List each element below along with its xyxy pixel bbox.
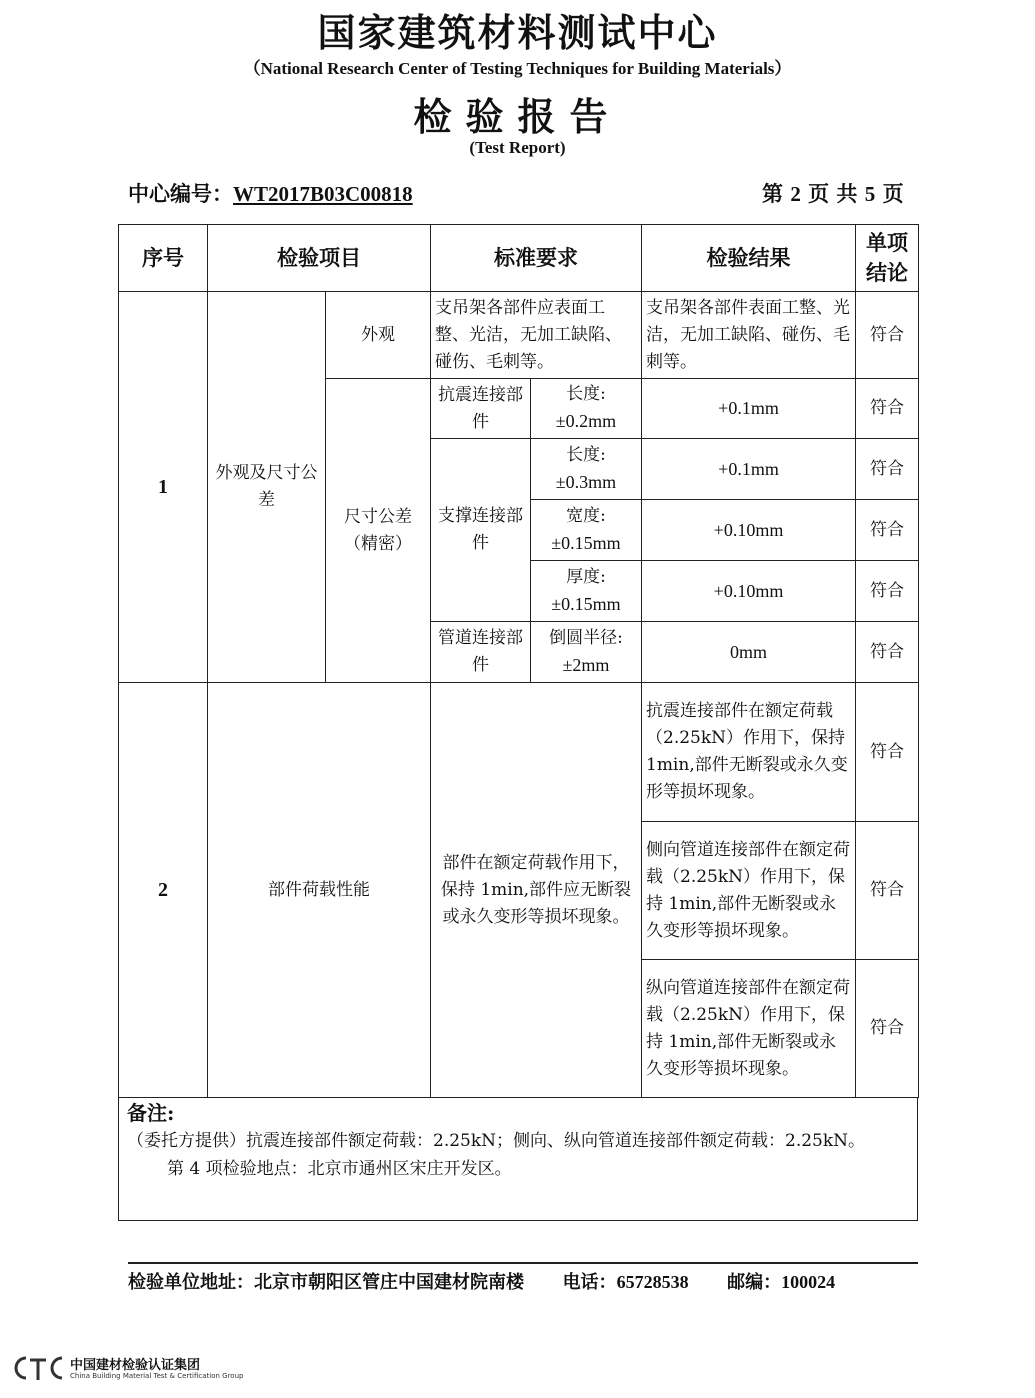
reference-label: 中心编号： — [128, 181, 233, 206]
requirement-value: ±2mm — [562, 654, 610, 675]
requirement-value: ±0.2mm — [555, 411, 617, 431]
load-result: 侧向管道连接部件在额定荷载（2.25kN）作用下，保持 1min,部件无断裂或永久变形等损坏现象。 — [642, 822, 856, 960]
appearance-standard: 支吊架各部件应表面工整、光洁，无加工缺陷、碰伤、毛刺等。 — [431, 292, 642, 379]
row-number: 2 — [119, 683, 208, 1098]
requirement-value: ±0.3mm — [555, 471, 617, 492]
ctc-logo-icon — [12, 1352, 66, 1386]
reference-number: WT2017B03C00818 — [233, 182, 413, 206]
appearance-verdict: 符合 — [856, 292, 919, 379]
remarks-line: （委托方提供）抗震连接部件额定荷载：2.25kN；侧向、纵向管道连接部件额定荷载：2.25kN。 — [127, 1131, 866, 1151]
remarks-heading: 备注: — [127, 1101, 175, 1125]
page-indicator — [762, 178, 904, 208]
remarks-line: 第 4 项检验地点：北京市通州区宋庄开发区。 — [167, 1159, 512, 1179]
table-header-row — [119, 225, 919, 292]
organization-name-cn: 国家建筑材料测试中心 — [317, 10, 718, 55]
header-standard: 标准要求 — [431, 225, 642, 292]
requirement-value: ±0.15mm — [551, 593, 621, 614]
requirement-label: 宽度: — [566, 505, 606, 526]
requirement-label: 长度: — [566, 384, 606, 404]
part-seismic: 抗震连接部件 — [431, 379, 531, 439]
load-result: 抗震连接部件在额定荷载（2.25kN）作用下，保持 1min,部件无断裂或永久变形等损坏现象。 — [642, 683, 856, 822]
postcode: 100024 — [781, 1272, 836, 1292]
support-result: +0.10mm — [642, 561, 856, 622]
logo-name-en: China Building Material Test & Certification Group — [70, 1372, 244, 1380]
page-mid: 页 共 — [808, 181, 858, 206]
header-item: 检验项目 — [208, 225, 431, 292]
header-result: 检验结果 — [642, 225, 856, 292]
support-verdict: 符合 — [856, 500, 919, 561]
sub-item-appearance: 外观 — [326, 292, 431, 379]
report-title-cn: 检验报告 — [413, 94, 622, 139]
support-result: +0.10mm — [642, 500, 856, 561]
support-verdict: 符合 — [856, 561, 919, 622]
row-number: 1 — [119, 292, 208, 683]
phone: 65728538 — [616, 1272, 689, 1292]
footer-contact — [128, 1268, 918, 1294]
report-title-en: (Test Report) — [469, 138, 566, 157]
support-result: +0.1mm — [642, 439, 856, 500]
part-support: 支撑连接部件 — [431, 439, 531, 622]
support-verdict: 符合 — [856, 439, 919, 500]
page-current: 2 — [790, 182, 801, 206]
phone-label: 电话： — [562, 1272, 617, 1293]
pipe-verdict: 符合 — [856, 622, 919, 683]
pipe-result: 0mm — [642, 622, 856, 683]
organization-name-en: （National Research Center of Testing Techniques for Building Materials） — [243, 59, 792, 78]
address: 北京市朝阳区管庄中国建材院南楼 — [254, 1272, 524, 1293]
requirement-value: ±0.15mm — [551, 532, 621, 553]
page-prefix: 第 — [762, 181, 783, 206]
postcode-label: 邮编： — [727, 1272, 782, 1293]
page-total: 5 — [864, 182, 876, 206]
seismic-result: +0.1mm — [642, 379, 856, 439]
item-name: 外观及尺寸公差 — [208, 292, 326, 683]
logo-name-cn: 中国建材检验认证集团 — [70, 1358, 201, 1373]
appearance-result: 支吊架各部件表面工整、光洁，无加工缺陷、碰伤、毛刺等。 — [642, 292, 856, 379]
requirement-label: 倒圆半径: — [549, 627, 623, 648]
seismic-requirement — [531, 379, 642, 439]
requirement-label: 长度: — [566, 444, 606, 465]
test-results-table — [118, 224, 919, 1098]
support-requirement — [531, 561, 642, 622]
page-suffix: 页 — [882, 181, 904, 206]
reference-number-row — [128, 178, 413, 208]
load-result: 纵向管道连接部件在额定荷载（2.25kN）作用下，保持 1min,部件无断裂或永久变形等损坏现象。 — [642, 960, 856, 1098]
requirement-label: 厚度: — [566, 566, 606, 587]
support-requirement — [531, 500, 642, 561]
part-pipe: 管道连接部件 — [431, 622, 531, 683]
sub-item-tolerance: 尺寸公差（精密） — [326, 379, 431, 683]
header-verdict: 单项结论 — [856, 225, 919, 292]
item-name: 部件荷载性能 — [208, 683, 431, 1098]
pipe-requirement — [531, 622, 642, 683]
remarks-box — [118, 1097, 918, 1221]
load-verdict: 符合 — [856, 683, 919, 822]
table-row — [119, 292, 919, 379]
header-no: 序号 — [119, 225, 208, 292]
address-label: 检验单位地址： — [128, 1272, 254, 1293]
table-row — [119, 683, 919, 822]
support-requirement — [531, 439, 642, 500]
load-standard: 部件在额定荷载作用下，保持 1min,部件应无断裂或永久变形等损坏现象。 — [431, 683, 642, 1098]
load-verdict: 符合 — [856, 822, 919, 960]
footer-divider — [128, 1262, 918, 1264]
seismic-verdict: 符合 — [856, 379, 919, 439]
load-verdict: 符合 — [856, 960, 919, 1098]
